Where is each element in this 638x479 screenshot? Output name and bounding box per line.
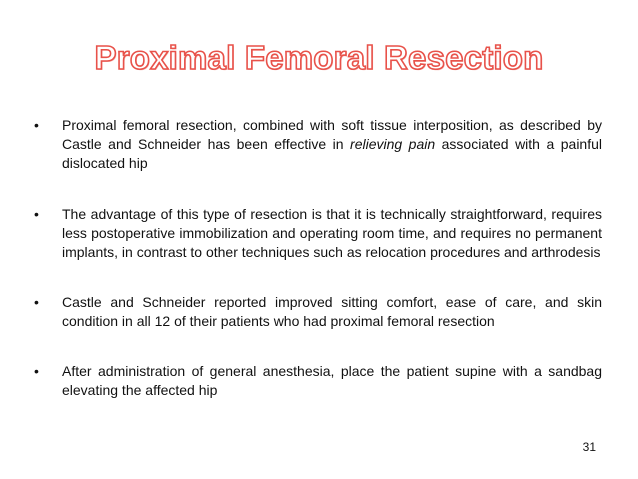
bullet-dot: • [34, 206, 39, 222]
bullet-list [34, 116, 602, 400]
bullet-item [34, 362, 602, 400]
page-number: 31 [582, 440, 596, 454]
slide-title: Proximal Femoral Resection [94, 39, 544, 76]
bullet-item [34, 293, 602, 331]
bullet-text: After administration of general anesthesia, place the patient supine with a sandbag elevating the affected hip [62, 363, 602, 398]
bullet-text: Proximal femoral resection, combined with soft tissue interposition, as described by Castle and Schneider has been effective in [62, 117, 602, 152]
bullet-dot: • [34, 363, 39, 379]
bullet-dot: • [34, 294, 39, 310]
bullet-item [34, 116, 602, 173]
bullet-dot: • [34, 117, 39, 133]
bullet-emphasis: relieving pain [350, 136, 436, 152]
bullet-text-tail: associated with a painful dislocated hip [62, 136, 602, 171]
bullet-item [34, 205, 602, 262]
bullet-text: Castle and Schneider reported improved sitting comfort, ease of care, and skin condition in all 12 of their patients who had proximal femoral resection [62, 294, 602, 329]
bullet-text: The advantage of this type of resection is that it is technically straightforward, requires less postoperative immobilization and operating room time, and requires no permanent implants, in contrast to other techniques such as relocation procedures and arthrodesis [62, 206, 602, 260]
